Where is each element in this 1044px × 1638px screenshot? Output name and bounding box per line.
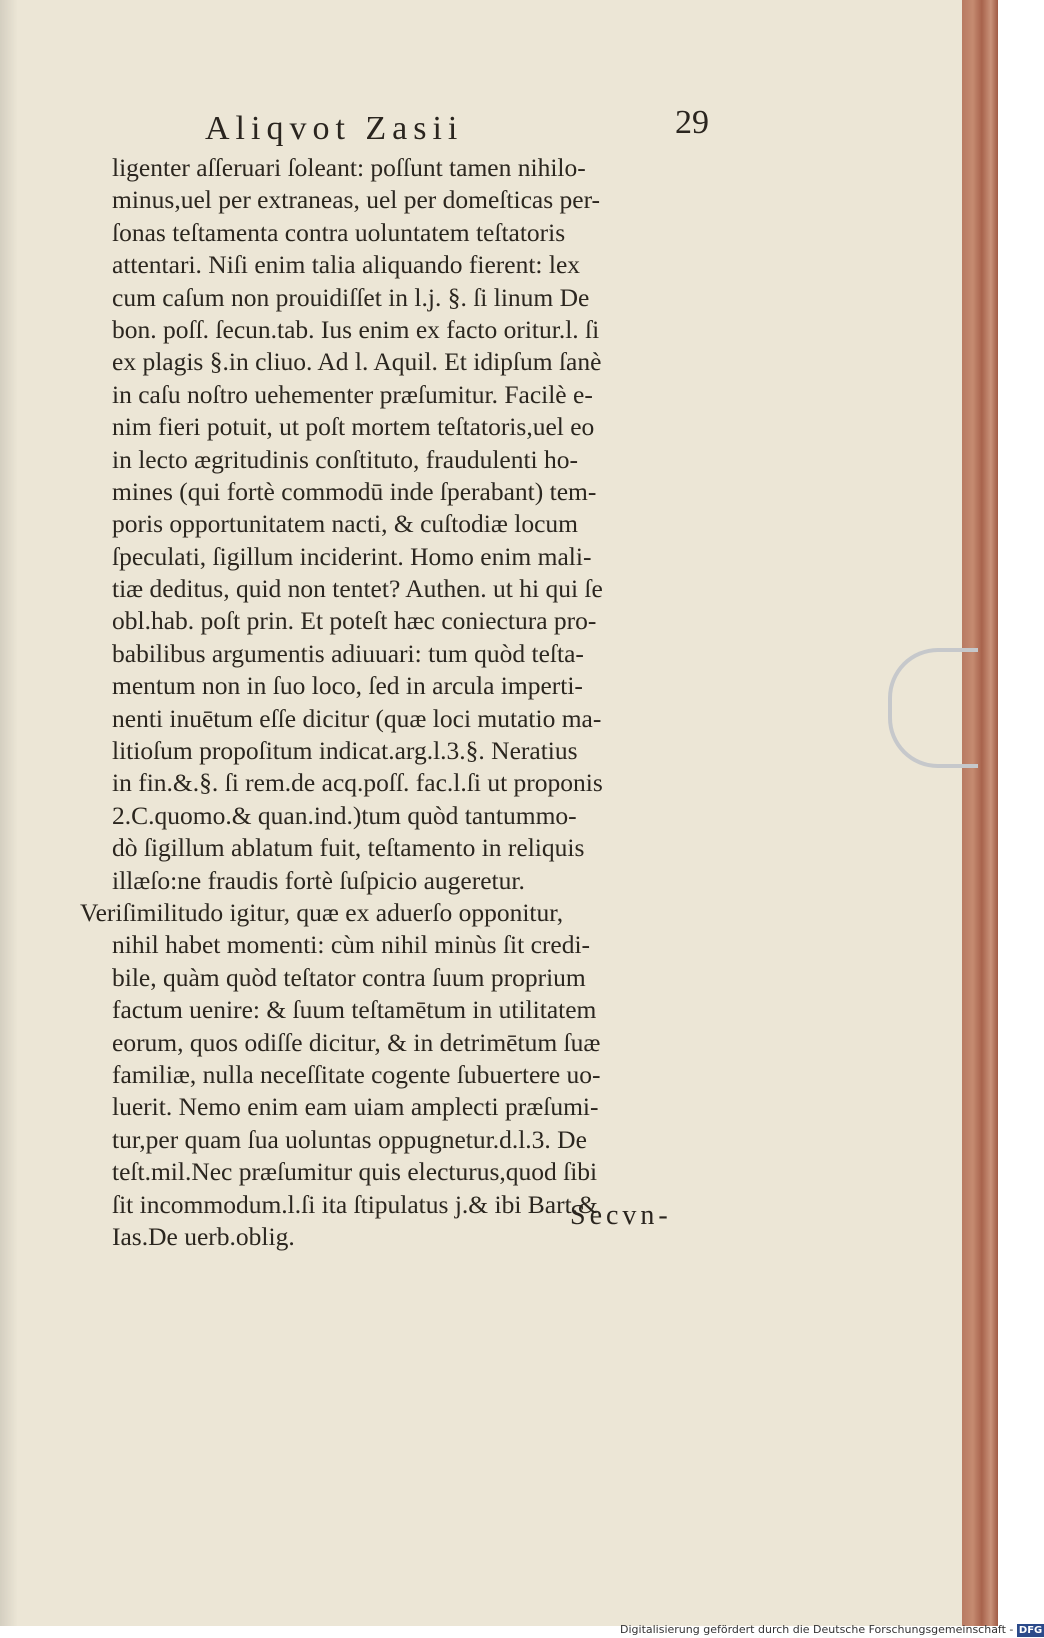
text-line: Veriſimilitudo igitur, quæ ex aduerſo opponitur,: [80, 897, 564, 927]
catchword: Secvn-: [570, 1200, 672, 1231]
text-line: ſit incommodum.l.ſi ita ſtipulatus j.& ibi Bart.&: [112, 1189, 598, 1219]
text-line: Ias.De uerb.oblig.: [112, 1221, 295, 1251]
text-line: ſonas teſtamenta contra uoluntatem teſtatoris: [112, 217, 566, 247]
page-number: 29: [675, 104, 709, 141]
gutter-shadow: [0, 0, 18, 1626]
text-line: ligenter aſſeruari ſoleant: poſſunt tamen nihilo-: [112, 153, 586, 182]
text-line: ex plagis §.in cliuo. Ad l. Aquil. Et idipſum ſanè: [112, 347, 602, 377]
text-line: mentum non in ſuo loco, ſed in arcula imperti-: [112, 671, 583, 701]
text-line: attentari. Niſi enim talia aliquando fierent: lex: [112, 250, 581, 280]
text-line: tiæ deditus, quid non tentet? Authen. ut hi qui ſe: [112, 574, 603, 604]
text-line: dò ſigillum ablatum fuit, teſtamento in reliquis: [112, 833, 585, 863]
text-line: litioſum propoſitum indicat.arg.l.3.§. Neratius: [112, 736, 578, 766]
text-line: in lecto ægritudinis conſtituto, fraudulenti ho-: [112, 444, 579, 474]
text-line: nihil habet momenti: cùm nihil minùs ſit credi-: [112, 930, 591, 960]
text-line: factum uenire: & ſuum teſtamētum in utilitatem: [112, 995, 597, 1025]
text-line: mines (qui fortè commodū inde ſperabant) tem-: [112, 476, 597, 506]
text-line: tur,per quam ſua uoluntas oppugnetur.d.l.3. De: [112, 1124, 587, 1154]
footer-text: Digitalisierung gefördert durch die Deutsche Forschungsgemeinschaft -: [620, 1623, 1014, 1636]
body-text: [80, 152, 712, 1253]
text-line: in caſu noſtro uehementer præſumitur. Facilè e-: [112, 379, 593, 409]
text-line: cum caſum non prouidiſſet in l.j. §. ſi linum De: [112, 282, 590, 312]
text-line: illæſo:ne fraudis fortè ſuſpicio augeretur.: [112, 865, 525, 895]
text-line: bile, quàm quòd teſtator contra ſuum proprium: [112, 962, 586, 992]
text-line: nim fieri potuit, ut poſt mortem teſtatoris,uel eo: [112, 412, 595, 442]
text-line: in fin.&.§. ſi rem.de acq.poſſ. fac.l.ſi ut proponis: [112, 768, 603, 798]
digitization-footer: [620, 1622, 1043, 1638]
text-line: obl.hab. poſt prin. Et poteſt hæc coniectura pro-: [112, 606, 597, 636]
text-line: babilibus argumentis adiuuari: tum quòd teſta-: [112, 638, 584, 668]
text-line: eorum, quos odiſſe dicitur, & in detrimētum ſuæ: [112, 1027, 601, 1057]
paper-clip: [888, 648, 978, 768]
text-line: poris opportunitatem nacti, & cuſtodiæ locum: [112, 509, 579, 539]
text-line: luerit. Nemo enim eam uiam amplecti præſumi-: [112, 1092, 599, 1122]
running-head: Aliqvot Zasii: [205, 110, 464, 147]
page-edge: [962, 0, 998, 1626]
text-line: familiæ, nulla neceſſitate cogente ſubuertere uo-: [112, 1059, 601, 1089]
text-line: bon. poſſ. ſecun.tab. Ius enim ex facto oritur.l. ſi: [112, 314, 600, 344]
text-line: nenti inuētum eſſe dicitur (quæ loci mutatio ma-: [112, 703, 602, 733]
text-line: teſt.mil.Nec præſumitur quis electurus,quod ſibi: [112, 1157, 598, 1187]
text-line: ſpeculati, ſigillum inciderint. Homo enim mali-: [112, 541, 592, 571]
text-line: 2.C.quomo.& quan.ind.)tum quòd tantummo-: [112, 800, 577, 830]
dfg-logo: DFG: [1018, 1624, 1043, 1636]
text-line: minus,uel per extraneas, uel per domeſticas per-: [112, 185, 601, 215]
